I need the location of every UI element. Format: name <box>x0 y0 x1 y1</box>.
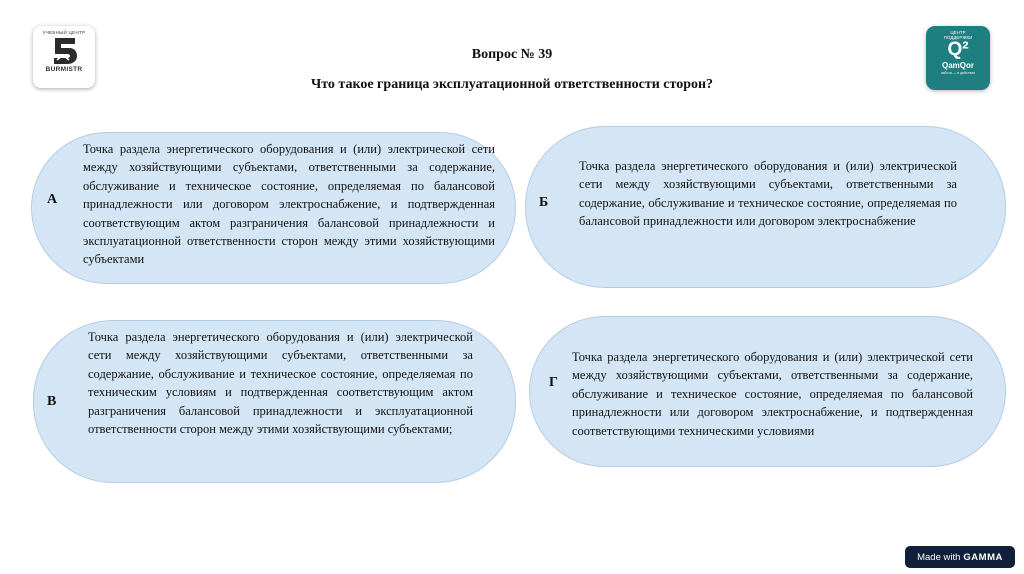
logo-right-caption: ЦЕНТР ПОДДЕРЖКИ <box>943 30 973 40</box>
qamqor-logo <box>926 26 990 90</box>
logo-right-brand: QamQor <box>941 61 974 70</box>
option-letter: Б <box>539 195 549 210</box>
qamqor-mark-icon: Q² <box>947 39 969 60</box>
answer-option-g[interactable] <box>529 316 1006 467</box>
made-with-gamma-badge[interactable] <box>905 546 1015 568</box>
logo-right-slogan: забота — в действии <box>940 71 976 75</box>
option-text: Точка раздела энергетического оборудования и (или) электрической сети между хозяйствующими субъектами, ответственными за содержание, обслуживание и техническое состояние, определяемая по балансовой принадлежности или договором электроснабжение <box>579 159 957 229</box>
question-number: Вопрос № 39 <box>471 47 553 62</box>
question-text: Что такое граница эксплуатационной ответственности сторон? <box>310 77 714 92</box>
svg-text:5: 5 <box>64 56 65 57</box>
option-letter: А <box>47 192 58 207</box>
gamma-brand: GAMMA <box>963 551 1003 563</box>
answer-option-v[interactable] <box>33 320 516 483</box>
answer-option-b[interactable] <box>525 126 1006 288</box>
option-letter: Г <box>549 375 558 390</box>
option-text: Точка раздела энергетического оборудования и (или) электрической сети между хозяйствующими субъектами, ответственными за содержание, обслуживание и техническое состояние, определяемая по балансовой принадлежности или договором электроснабжение, и подтвержденная соответствующим актом разграничения балансовой принадлежности и эксплуатационной ответственности сторон между этими хозяйствующими субъектами <box>83 142 495 267</box>
option-text: Точка раздела энергетического оборудования и (или) электрической сети между хозяйствующими субъектами, ответственными за содержание, обслуживание и техническое состояние, определяемая по техническим условиям и подтвержденная соответствующим актом разграничения балансовой принадлежности и эксплуатационной ответственности сторон между этими хозяйствующими субъектами; <box>88 330 473 437</box>
option-letter: В <box>47 394 57 409</box>
made-with-label: Made with <box>917 551 961 563</box>
answer-option-a[interactable] <box>31 132 516 284</box>
logo-left-brand: BURMISTR <box>45 66 83 73</box>
option-text: Точка раздела энергетического оборудования и (или) электрической сети между хозяйствующими субъектами, ответственными за содержание, обслуживание и техническое состояние, определяемая по балансовой принадлежности или договором электроснабжение, и подтвержденная соответствующими техническими условиями <box>572 350 973 438</box>
logo-left-caption: УЧЕБНЫЙ ЦЕНТР <box>42 30 86 35</box>
